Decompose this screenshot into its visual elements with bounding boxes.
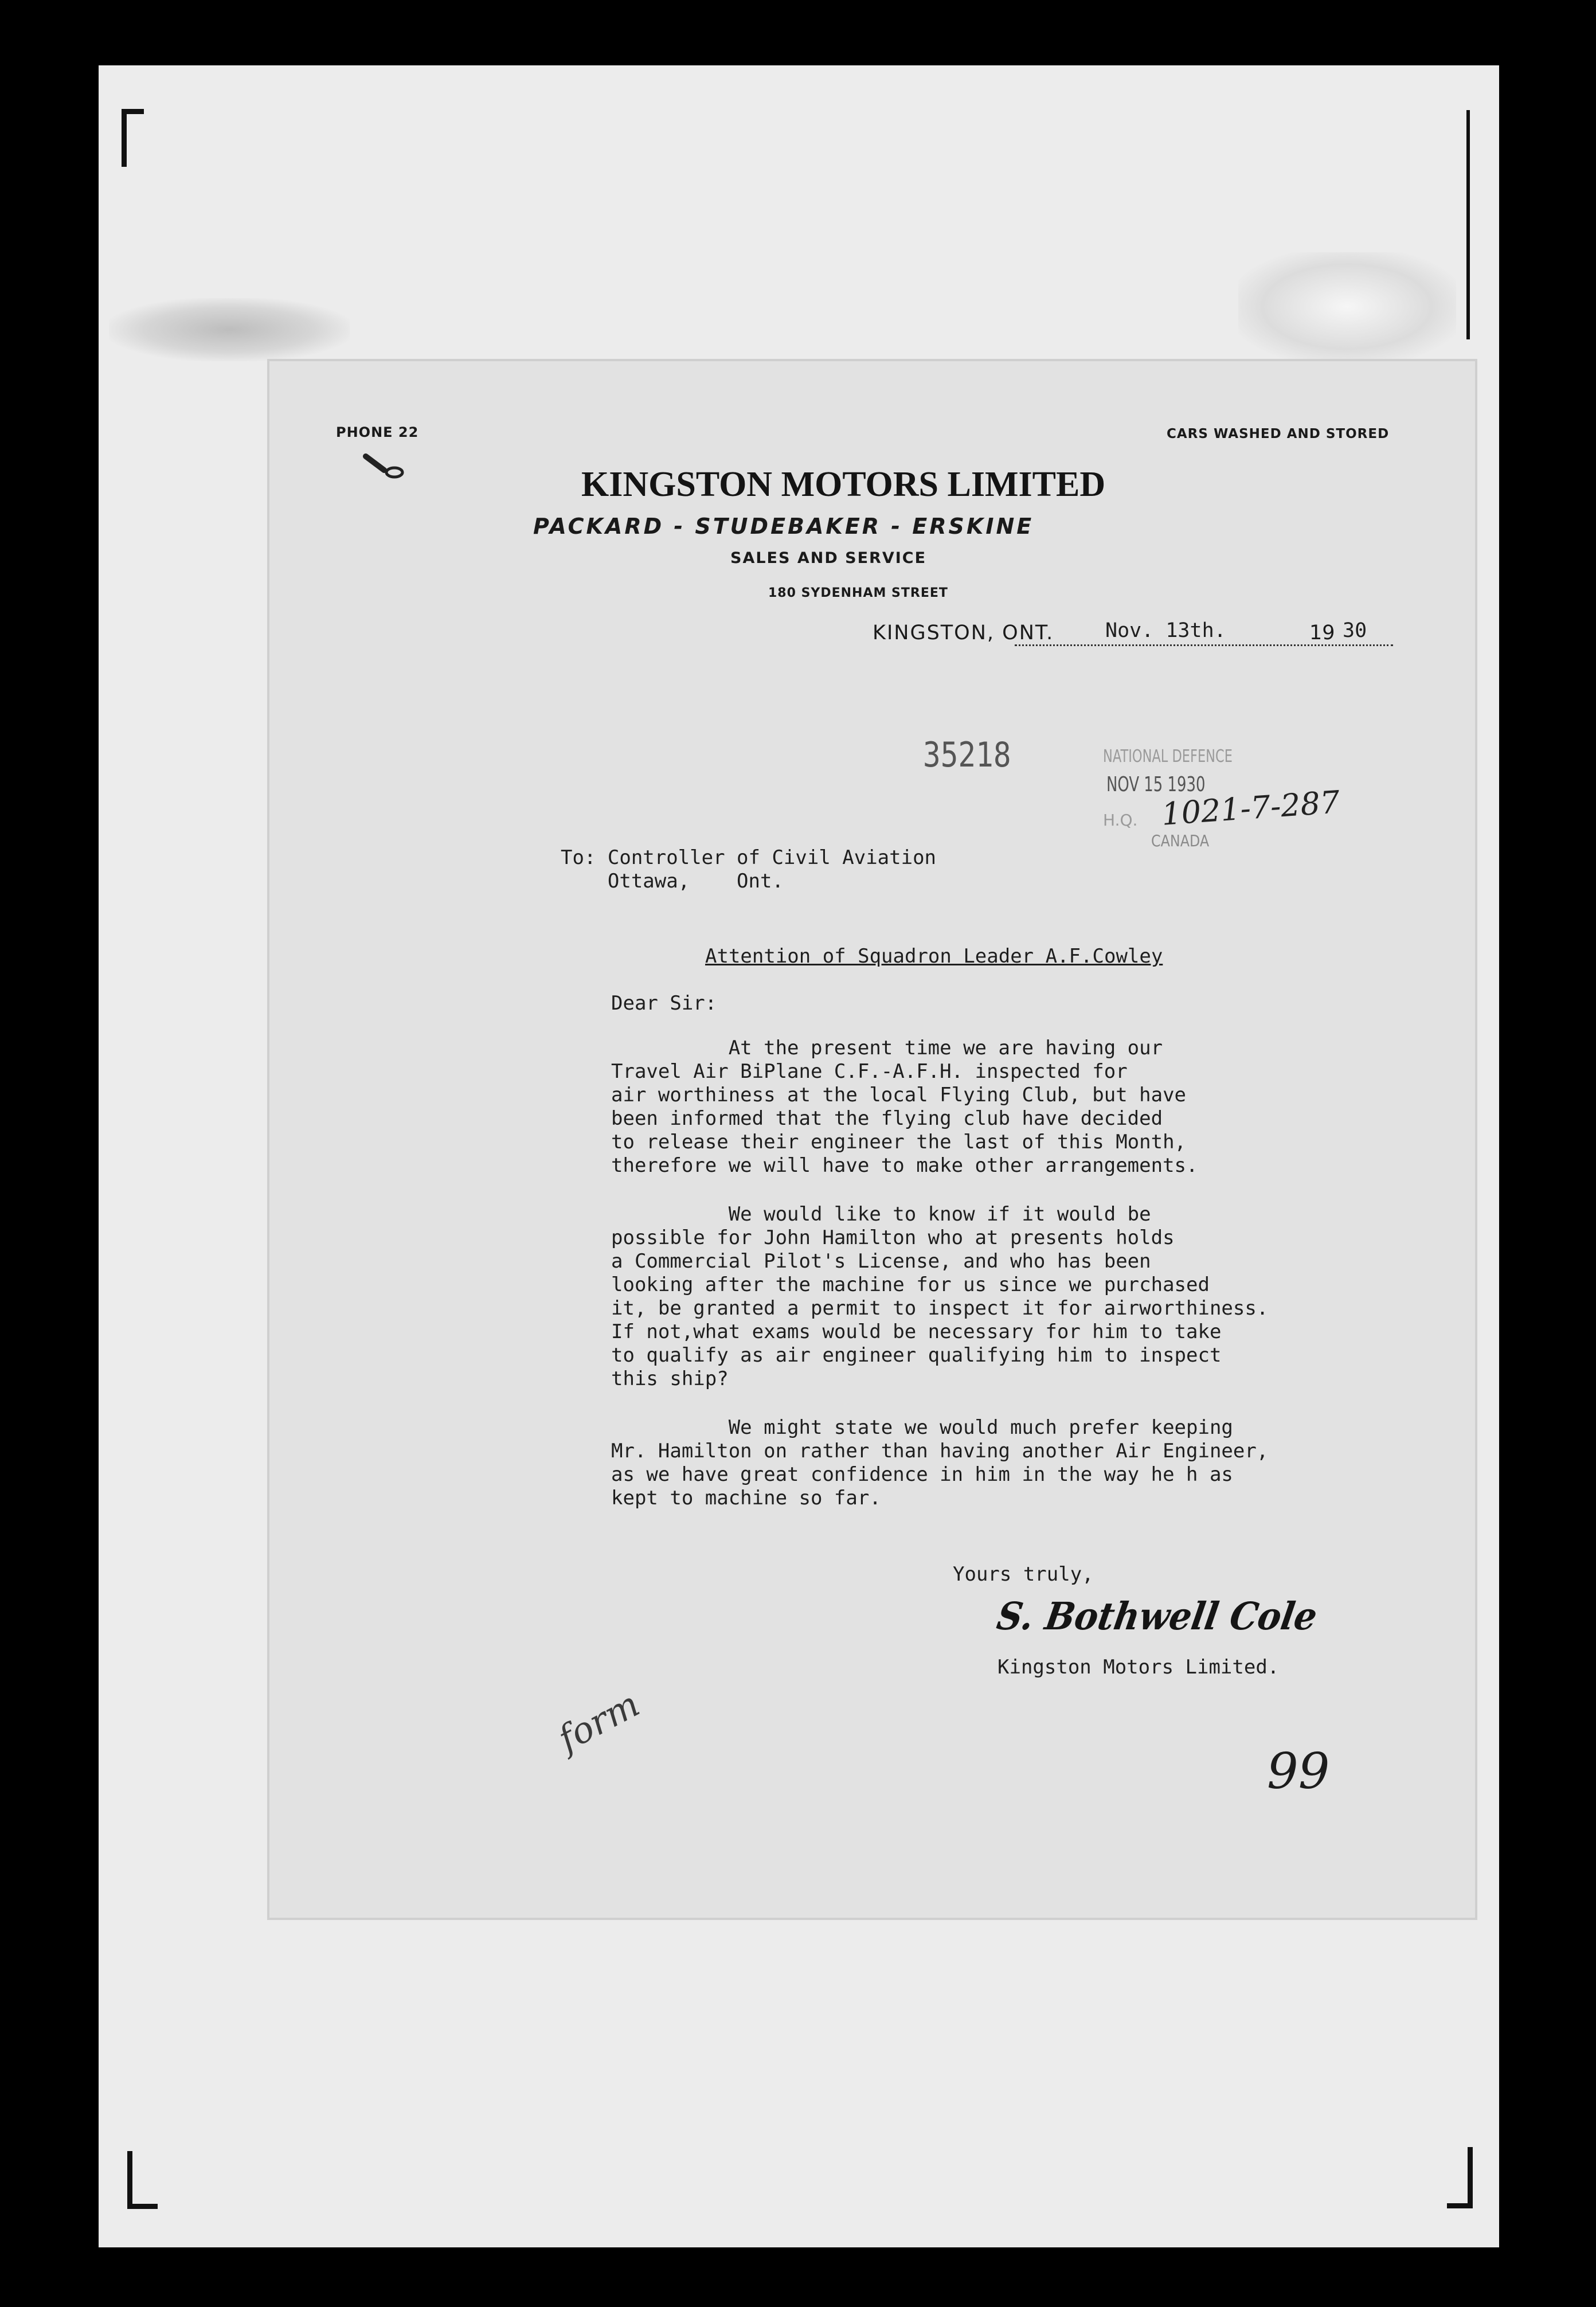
body-line: as we have great confidence in him in the way he h as	[611, 1463, 1233, 1486]
company-name: KINGSTON MOTORS LIMITED	[581, 465, 1106, 504]
body-line: We would like to know if it would be	[611, 1203, 1151, 1226]
phone-number: PHONE 22	[336, 424, 419, 440]
body-line: air worthiness at the local Flying Club, but have	[611, 1084, 1187, 1106]
margin-note: form	[551, 1683, 647, 1760]
body-line: to qualify as air engineer qualifying him to inspect	[611, 1344, 1222, 1367]
dept-stamp: NATIONAL DEFENCE	[1103, 746, 1233, 767]
body-line: Travel Air BiPlane C.F.-A.F.H. inspected for	[611, 1060, 1128, 1083]
signatory: Kingston Motors Limited.	[998, 1656, 1280, 1679]
handwritten-file-ref: 1021-7-287	[1160, 784, 1341, 832]
body-line: kept to machine so far.	[611, 1487, 881, 1510]
body-line: been informed that the flying club have decided	[611, 1107, 1163, 1130]
ink-smudge	[361, 453, 413, 482]
country-stamp: CANADA	[1151, 831, 1210, 850]
city: KINGSTON, ONT.	[873, 621, 1054, 644]
page-number: 99	[1267, 1743, 1330, 1800]
car-brands: PACKARD - STUDEBAKER - ERSKINE	[533, 514, 1034, 539]
body-line: We might state we would much prefer keeping	[611, 1416, 1233, 1439]
body-line: At the present time we are having our	[611, 1037, 1163, 1059]
body-line: it, be granted a permit to inspect it for airworthiness.	[611, 1297, 1269, 1320]
crop-mark-top-right	[1455, 110, 1470, 339]
letter-page	[269, 361, 1475, 1918]
services-note: CARS WASHED AND STORED	[1167, 427, 1390, 441]
received-date-stamp: NOV 15 1930	[1106, 773, 1206, 796]
file-number-stamp: 35218	[923, 735, 1011, 775]
signature: S. Bothwell Cole	[993, 1594, 1321, 1639]
date-underline	[1015, 644, 1393, 646]
tape-residue	[109, 298, 350, 361]
body-line: to release their engineer the last of this Month,	[611, 1131, 1187, 1154]
street-address: 180 SYDENHAM STREET	[768, 586, 948, 600]
hq-stamp: H.Q.	[1103, 811, 1138, 830]
closing: Yours truly,	[953, 1563, 1094, 1586]
body-line: If not,what exams would be necessary for him to take	[611, 1320, 1222, 1343]
salutation: Dear Sir:	[611, 992, 717, 1015]
recipient-line: To: Controller of Civil Aviation	[561, 846, 937, 869]
crop-mark-top-left	[122, 109, 144, 167]
tape-residue	[1238, 252, 1456, 361]
year-prefix: 19	[1309, 621, 1335, 644]
body-line: this ship?	[611, 1367, 729, 1390]
body-line: possible for John Hamilton who at presents holds	[611, 1226, 1175, 1249]
year-suffix: 30	[1343, 619, 1367, 642]
crop-mark-bottom-left	[127, 2151, 158, 2209]
recipient-city: Ottawa, Ont.	[561, 870, 784, 893]
attention-line: Attention of Squadron Leader A.F.Cowley	[705, 945, 1163, 968]
body-line: a Commercial Pilot's License, and who has been	[611, 1250, 1151, 1273]
crop-mark-bottom-right	[1447, 2147, 1473, 2208]
tagline: SALES AND SERVICE	[730, 549, 927, 567]
letter-date: Nov. 13th.	[1105, 619, 1226, 642]
body-line: Mr. Hamilton on rather than having another Air Engineer,	[611, 1440, 1269, 1463]
body-line: therefore we will have to make other arrangements.	[611, 1154, 1198, 1177]
body-line: looking after the machine for us since we purchased	[611, 1273, 1210, 1296]
